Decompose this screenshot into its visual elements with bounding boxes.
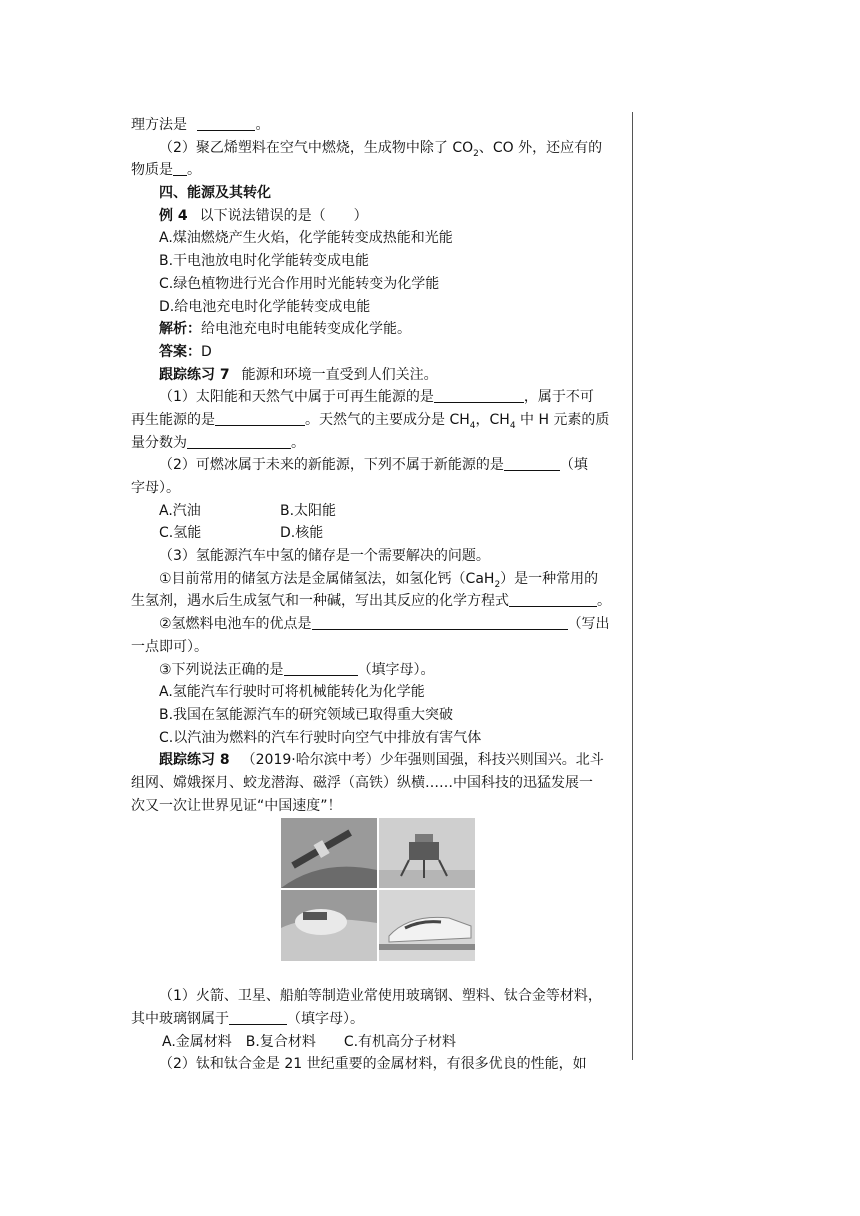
- example-label: 例 4: [159, 207, 188, 224]
- text: 。: [187, 162, 201, 179]
- p8-line3: 次又一次让世界见证“中国速度”！: [131, 797, 342, 814]
- subscript: 2: [473, 148, 479, 159]
- practice-stem: 能源和环境一直受到人们关注。: [241, 366, 438, 383]
- text: （填字母）。: [287, 1011, 364, 1027]
- answer-blank: [434, 388, 524, 403]
- q3-line1: [131, 114, 627, 137]
- subscript: 4: [509, 420, 516, 431]
- option-d: D.核能: [280, 525, 324, 542]
- answer-blank: [509, 592, 597, 607]
- answer-blank: [229, 1010, 287, 1025]
- p8-q1-line1: （1）火箭、卫星、船舶等制造业常使用玻璃钢、塑料、钛合金等材料，: [159, 988, 602, 1005]
- p8-q2-line1: （2）钛和钛合金是 21 世纪重要的金属材料，有很多优良的性能，如: [159, 1056, 587, 1073]
- p7-q3-1-line1: [131, 568, 627, 591]
- analysis-label: 解析：: [159, 321, 201, 338]
- p7-q2-options-1: [131, 500, 627, 523]
- text: ②氢燃料电池车的优点是: [159, 616, 312, 633]
- text: 。: [291, 434, 305, 451]
- text: 。: [597, 593, 611, 610]
- margin-rule: [632, 112, 633, 1060]
- p7-q2-line2: 字母）。: [131, 480, 180, 496]
- answer-blank: [173, 161, 187, 176]
- text: （填字母）。: [357, 661, 435, 678]
- p7-q3-3: [131, 659, 627, 682]
- p7-q1-line3: [131, 432, 627, 455]
- subscript: 2: [494, 579, 501, 590]
- q3-p2-line2: [131, 159, 627, 182]
- p8-line2: 组网、嫦娥探月、蛟龙潜海、磁浮（高铁）纵横……中国科技的迅猛发展一: [131, 774, 593, 791]
- answer-blank: [215, 411, 305, 426]
- option-a: A.汽油: [159, 502, 201, 519]
- option-c: C.氢能: [159, 525, 202, 542]
- practice-7: [131, 364, 627, 387]
- answer-label: 答案：: [159, 343, 201, 360]
- text: （1）太阳能和天然气中属于可再生能源的是: [159, 389, 434, 406]
- answer-blank: [284, 661, 358, 676]
- answer-blank: [197, 116, 255, 131]
- option-b: B.太阳能: [280, 502, 337, 519]
- p7-q3-option-c: C.以汽油为燃料的汽车行驶时向空气中排放有害气体: [159, 729, 482, 746]
- text: 物质是: [131, 162, 173, 179]
- answer-blank: [312, 615, 568, 630]
- p7-q3-option-a: A.氢能汽车行驶时可将机械能转化为化学能: [159, 684, 425, 701]
- answer-blank: [504, 456, 560, 471]
- subscript: 4: [469, 420, 476, 431]
- text: 生氢剂，遇水后生成氢气和一种碱，写出其反应的化学方程式: [131, 593, 509, 610]
- answer: [131, 341, 627, 364]
- text: 理方法是: [131, 117, 187, 133]
- p7-q3-option-b: B.我国在氢能源汽车的研究领域已取得重大突破: [159, 706, 454, 723]
- text: 。: [255, 117, 270, 133]
- practice-label: 跟踪练习 8: [159, 752, 230, 769]
- text: 中 H 元素的质: [515, 411, 610, 428]
- text: ）是一种常用的: [500, 570, 599, 587]
- q3-p2-line1: [131, 137, 627, 160]
- p8-q1-options: A.金属材料 B.复合材料 C.有机高分子材料: [162, 1033, 457, 1050]
- p7-q3-2-line2: 一点即可）。: [131, 638, 208, 655]
- option-b: B.干电池放电时化学能转变成电能: [159, 253, 370, 270]
- p7-q3-stem: （3）氢能源汽车中氢的储存是一个需要解决的问题。: [159, 548, 490, 565]
- example-stem: 以下说法错误的是（ ）: [199, 207, 368, 224]
- text: 、CO 外，还应有的: [478, 139, 603, 156]
- section-title: 四、能源及其转化: [159, 185, 271, 202]
- practice-label: 跟踪练习 7: [159, 366, 230, 383]
- p7-q2-options-2: [131, 522, 627, 545]
- option-d: D.给电池充电时化学能转变成电能: [159, 298, 371, 315]
- text: ③下列说法正确的是: [159, 661, 284, 678]
- text: （填: [559, 457, 588, 474]
- text: ，CH: [475, 411, 510, 428]
- text: 其中玻璃钢属于: [131, 1011, 229, 1027]
- collage-image: [281, 818, 475, 961]
- text: 。天然气的主要成分是 CH: [305, 411, 470, 428]
- option-a: A.煤油燃烧产生火焰，化学能转变成热能和光能: [159, 230, 453, 247]
- p7-q2-line1: [131, 454, 627, 477]
- answer-text: D: [201, 343, 212, 360]
- practice-stem: （2019·哈尔滨中考）少年强则国强，科技兴则国兴。北斗: [241, 752, 604, 769]
- practice-8: [131, 749, 627, 772]
- p7-q3-2-line1: [131, 613, 627, 636]
- example-4: [131, 205, 627, 228]
- text: （写出: [567, 616, 610, 633]
- answer-blank: [187, 434, 291, 449]
- analysis: [131, 318, 627, 341]
- text: （2）聚乙烯塑料在空气中燃烧，生成物中除了 CO: [159, 139, 474, 156]
- p7-q1-line2: [131, 409, 627, 432]
- text: 量分数为: [131, 434, 187, 451]
- text: 再生能源的是: [131, 411, 215, 428]
- p7-q1-line1: [131, 386, 627, 409]
- text: ①目前常用的储氢方法是金属储氢法，如氢化钙（CaH: [159, 570, 495, 587]
- p8-q1-line2: [131, 1008, 627, 1031]
- option-c: C.绿色植物进行光合作用时光能转变为化学能: [159, 275, 440, 292]
- text: ，属于不可: [523, 389, 594, 406]
- p7-q3-1-line2: [131, 590, 627, 613]
- text: （2）可燃冰属于未来的新能源，下列不属于新能源的是: [159, 457, 504, 474]
- technology-photo-collage: [281, 818, 475, 961]
- analysis-text: 给电池充电时电能转变成化学能。: [201, 321, 411, 338]
